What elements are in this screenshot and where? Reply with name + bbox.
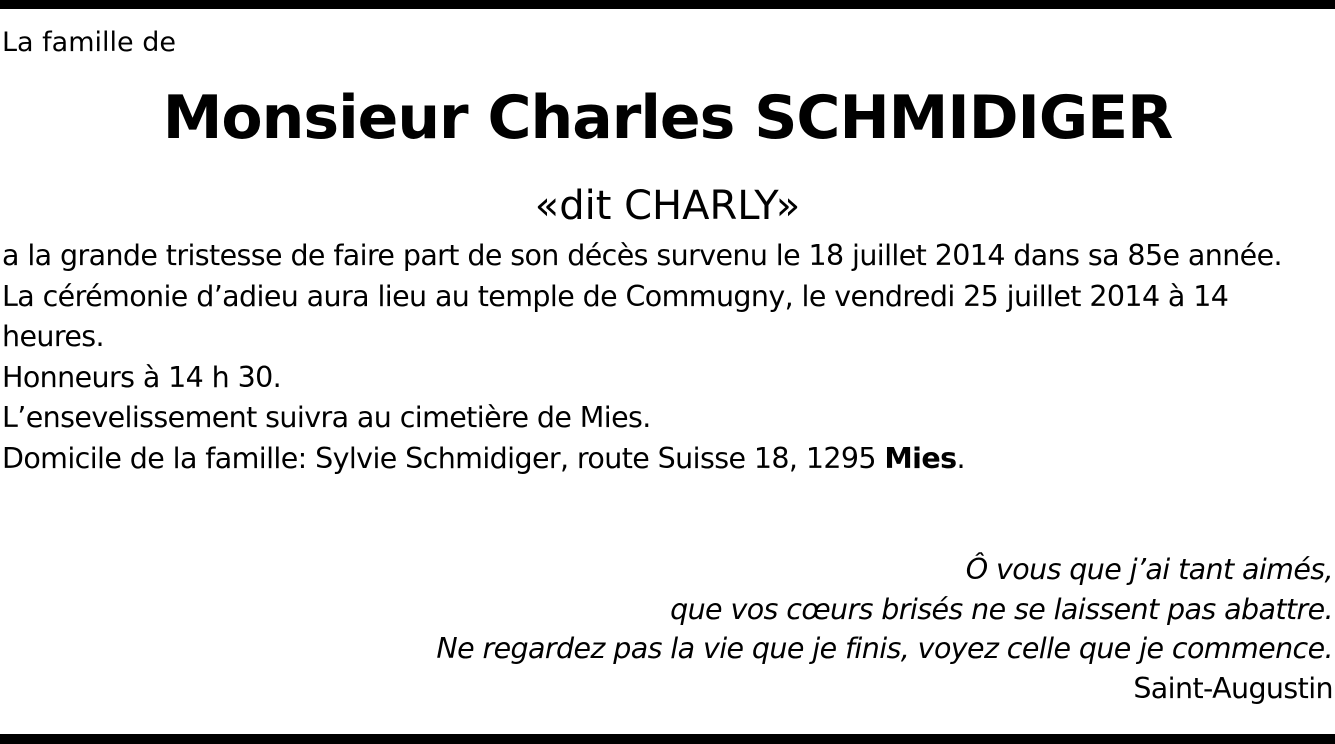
domicile-paragraph [2,439,1332,480]
burial-paragraph: L’ensevelissement suivra au cimetière de Mies. [2,401,651,435]
domicile-end: . [956,441,965,475]
bottom-border-rule [0,734,1335,744]
announcement-body [2,236,1332,480]
quote-author: Saint-Augustin [1133,671,1333,705]
top-border-rule [0,0,1335,9]
domicile-address: Domicile de la famille: Sylvie Schmidiger, route Suisse 18, 1295 [2,441,885,475]
honours-paragraph: Honneurs à 14 h 30. [2,360,282,394]
deceased-nickname: «dit CHARLY» [534,183,801,229]
death-notice-paragraph: a la grande tristesse de faire part de son décès survenu le 18 juillet 2014 dans sa 85e année. [2,239,1282,272]
deceased-name: Monsieur Charles SCHMIDIGER [162,83,1173,153]
quote-block [233,550,1333,708]
domicile-town: Mies [884,441,957,475]
quote-line: Ne regardez pas la vie que je finis, voyez celle que je commence. [436,632,1333,665]
ceremony-paragraph: La cérémonie d’adieu aura lieu au temple de Commugny, le vendredi 25 juillet 2014 à 14 heures. [2,279,1229,354]
intro-line: La famille de [2,27,176,58]
quote-line: Ô vous que j’ai tant aimés, [965,553,1333,586]
quote-line: que vos cœurs brisés ne se laissent pas abattre. [670,592,1333,626]
